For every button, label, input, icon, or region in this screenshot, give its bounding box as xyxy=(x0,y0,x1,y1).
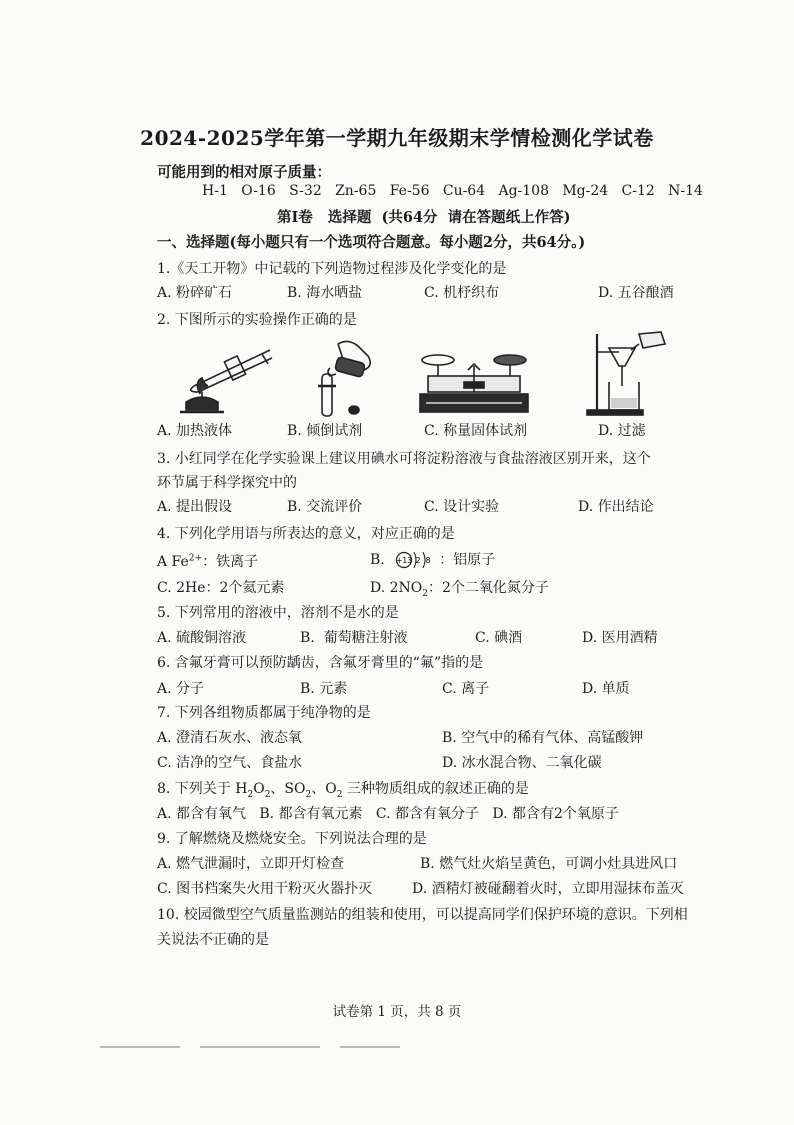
q1-option-b: B. 海水晒盐 xyxy=(287,285,363,301)
q4-option-d-formula: D. 2NO xyxy=(370,580,423,596)
q4-stem: 4. 下列化学用语与所表达的意义，对应正确的是 xyxy=(157,526,455,542)
scan-artifact xyxy=(100,1046,180,1048)
q4-option-b-letter: B. xyxy=(370,552,385,568)
q3-option-d: D. 作出结论 xyxy=(578,499,654,515)
q10-stem-line1: 10. 校园微型空气质量监测站的组装和使用，可以提高同学们保护环境的意识。下列相 xyxy=(157,907,688,923)
q6-option-a: A. 分子 xyxy=(157,681,205,697)
atomic-mass-label: 可能用到的相对原子质量： xyxy=(157,164,331,181)
q3-option-b: B. 交流评价 xyxy=(287,499,363,515)
q9-option-a: A. 燃气泄漏时，立即开灯检查 xyxy=(157,856,345,872)
q1-option-c: C. 机杼织布 xyxy=(424,285,500,301)
q9-stem: 9. 了解燃烧及燃烧安全。下列说法合理的是 xyxy=(157,831,427,847)
q5-stem: 5. 下列常用的溶液中，溶剂不是水的是 xyxy=(157,605,399,621)
q5-option-b: B. 葡萄糖注射液 xyxy=(300,630,408,646)
q6-option-d: D. 单质 xyxy=(582,681,630,697)
atom-structure-diagram xyxy=(395,549,437,571)
q4-option-a-text: ：铁离子 xyxy=(202,554,259,570)
q9-option-b: B. 燃气灶火焰呈黄色，可调小灶具进风口 xyxy=(420,856,678,872)
q7-option-b: B. 空气中的稀有气体、高锰酸钾 xyxy=(442,730,644,746)
q1-stem: 1.《天工开物》中记载的下列造物过程涉及化学变化的是 xyxy=(157,261,507,277)
q2-option-c: C. 称量固体试剂 xyxy=(424,423,528,439)
atom-nucleus-label: +13 xyxy=(396,556,413,565)
exam-title: 2024-2025学年第一学期九年级期末学情检测化学试卷 xyxy=(140,126,654,150)
q2-stem: 2. 下图所示的实验操作正确的是 xyxy=(157,312,357,328)
figure-filtration xyxy=(585,330,671,418)
atom-shell-2: 8 xyxy=(425,556,431,565)
q4-option-a-charge: 2+ xyxy=(188,553,203,564)
q4-option-b xyxy=(370,549,495,571)
q8-options: A. 都含有氧气 B. 都含有氧元素 C. 都含有氧分子 D. 都含有2个氧原子 xyxy=(157,806,619,822)
q1-option-a: A. 粉碎矿石 xyxy=(157,285,233,301)
q9-option-d: D. 酒精灯被碰翻着火时，立即用湿抹布盖灭 xyxy=(412,881,684,897)
q3-stem-line2: 环节属于科学探究中的 xyxy=(157,475,297,491)
q4-option-a xyxy=(157,551,258,571)
q4-option-c: C. 2He：2个氦元素 xyxy=(157,580,285,596)
scan-artifact xyxy=(200,1046,320,1048)
figure-pouring-reagent xyxy=(310,338,390,418)
atomic-mass-values: H-1 O-16 S-32 Zn-65 Fe-56 Cu-64 Ag-108 Mg-24 C-12 N-14 xyxy=(202,183,703,199)
q3-option-a: A. 提出假设 xyxy=(157,499,233,515)
q4-option-d xyxy=(370,577,549,599)
figure-heating-liquid xyxy=(172,340,282,416)
q7-option-a: A. 澄清石灰水、液态氧 xyxy=(157,730,303,746)
q1-option-d: D. 五谷酿酒 xyxy=(598,285,674,301)
q3-stem-line1: 3. 小红同学在化学实验课上建议用碘水可将淀粉溶液与食盐溶液区别开来，这个 xyxy=(157,451,651,467)
q4-option-a-formula: A Fe xyxy=(157,554,189,570)
q5-option-d: D. 医用酒精 xyxy=(582,630,658,646)
q5-option-c: C. 碘酒 xyxy=(475,630,523,646)
q4-option-d-text: ：2个二氧化氮分子 xyxy=(428,580,549,596)
q9-option-c: C. 图书档案失火用干粉灭火器扑灭 xyxy=(157,881,373,897)
q6-stem: 6. 含氟牙膏可以预防龋齿，含氟牙膏里的“氟”指的是 xyxy=(157,655,484,671)
q7-option-d: D. 冰水混合物、二氧化碳 xyxy=(442,755,602,771)
q4-option-d-subscript: 2 xyxy=(422,588,428,599)
q10-stem-line2: 关说法不正确的是 xyxy=(157,932,269,948)
q7-option-c: C. 洁净的空气、食盐水 xyxy=(157,755,303,771)
q7-stem: 7. 下列各组物质都属于纯净物的是 xyxy=(157,705,371,721)
q6-option-c: C. 离子 xyxy=(442,681,490,697)
q4-option-b-text: ：铝原子 xyxy=(439,552,496,568)
scan-artifact xyxy=(340,1046,400,1048)
q2-option-d: D. 过滤 xyxy=(598,423,646,439)
q3-option-c: C. 设计实验 xyxy=(424,499,500,515)
part-heading: 第Ⅰ卷 选择题 (共64分 请在答题纸上作答) xyxy=(277,209,571,226)
q5-option-a: A. 硫酸铜溶液 xyxy=(157,630,247,646)
section-heading: 一、选择题(每小题只有一个选项符合题意。每小题2分，共64分。) xyxy=(157,234,586,251)
figure-balance-scale xyxy=(414,348,534,418)
atom-shell-1: 2 xyxy=(415,556,421,565)
q2-option-b: B. 倾倒试剂 xyxy=(287,423,363,439)
page-footer: 试卷第 1 页，共 8 页 xyxy=(332,1004,462,1020)
q2-option-a: A. 加热液体 xyxy=(157,423,233,439)
q8-stem: 8. 下列关于 $H_2O_2$、$SO_2$、$O_2$ 三种物质组成的叙述正确的是 xyxy=(157,781,529,800)
q6-option-b: B. 元素 xyxy=(300,681,348,697)
